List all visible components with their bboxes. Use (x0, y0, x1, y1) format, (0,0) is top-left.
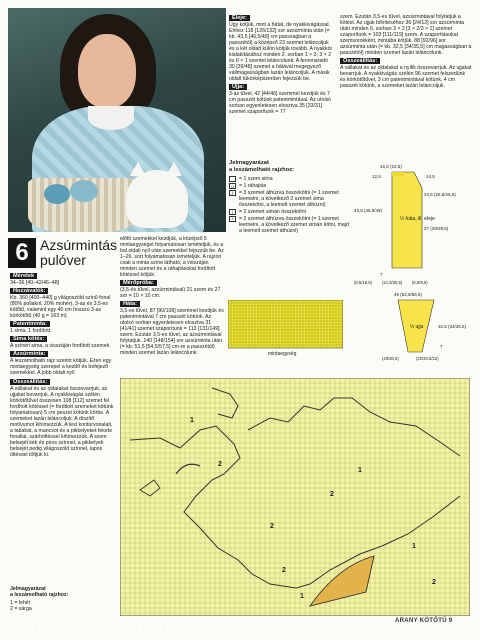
region-number: 2 (330, 491, 334, 498)
legend-row (229, 183, 349, 189)
body-piece-label: ½ háta, ill. eleje (400, 216, 435, 222)
pattern-legend-list (229, 176, 349, 235)
legend-symbol: / (229, 190, 236, 196)
sima-kotes-text: A színén sima, a visszáján fordított szemek. (10, 343, 111, 349)
dim-body-3: 14,5 (426, 174, 435, 179)
neck-shape (392, 172, 404, 176)
page-footer: ARANY KÖTŐTŰ 9 (395, 618, 453, 624)
dim-body-5: 43,5 (45,5/49) (354, 208, 383, 213)
left-text-column (10, 272, 116, 377)
region-number: 2 (270, 523, 274, 530)
region-number: 2 (218, 461, 222, 468)
far-right-text-column (340, 14, 472, 90)
dim-sleeve-3: 7 (440, 344, 443, 349)
cat-ear (130, 162, 146, 176)
dim-body-2: 12,5 (372, 174, 381, 179)
knitting-photo (8, 8, 226, 232)
dim-sleeve-1: 49 (52,5/56,5) (394, 292, 423, 297)
legend-row (229, 190, 349, 208)
label-hozzavalok: Hozzávalók: (10, 288, 48, 294)
label-patentminta: Patentminta: (10, 321, 50, 327)
eleje-text: Úgy kötjük, mint a hátat, de nyakkivágással. Ehhez 118 [126/132] sor azsúrminta után (= kb. 43,5 [46,5/49] cm passzagban a passzétól) a középső 23 szemet leláncoljuk és a két oldalt külön kötjük tovább. A nyakkör kialakításához minden 2. sorban 1 × 3, 3 × 2 és 6 × 1 szemet leláncolunk. A fennmaradó 30 [39/48] szemet a hátával megegyező vállmagasságban lazán leláncoljuk. A másik oldalt tükörképszerűen fejezzük be. (229, 22, 333, 82)
azsurminta-text: A leszámolható rajz szerint kötjük. Ezen egy mintaegység szerepel a kezdő és befejező szemekkel. A jobb oldali nyíl (10, 358, 112, 376)
garment-schematic (352, 160, 476, 370)
label-osszeallitas-top: Összeállítás: (340, 58, 380, 64)
legend-text: = 1 szem sima (239, 176, 273, 182)
region-number: 1 (300, 593, 304, 600)
pattern-legend-title (229, 160, 349, 174)
legend-symbol: ^ (229, 216, 236, 222)
dim-body-7: 7 (380, 272, 383, 277)
osszeallitas-top-text: A vállakat és az oldalakat a nyílik összevarrjuk. Az ujjakat bevarrjuk. A nyakkivágás szélén 96 szemet felszedünk és körkötőtűvel, 3 cm patentmintával kötünk. 4 cm passzét kötünk, a szemeket lazán leláncoljuk. (340, 65, 472, 89)
label-meretek: Méretek (10, 273, 37, 279)
yarn-ball (70, 180, 98, 202)
section-title-line2: pulóver (40, 252, 86, 268)
legend-text: = 3 szemet áthúzva összekötni (= 1 szemet leemelni, a következő 2 szemet sima összekötni, a leemelt szemet áthúzni) (239, 190, 339, 208)
dim-body-10: (6,5/9,5) (412, 280, 428, 285)
label-azsurminta: Azsúrminta: (10, 351, 48, 357)
hozzavalok-text: Kb. 360 [400–440] g világoszöld színű fonal (80% poliakril, 20% mohér), 3-as és 3,5-es kötőtű, valamint egy 40 cm hosszú 3-as körkötőtű (40 g = 163 m). (10, 295, 111, 319)
label-osszeallitas: Összeállítás: (10, 379, 50, 385)
motif-legend-item: 2 = sárga (10, 606, 32, 612)
legend-symbol: \ (229, 209, 236, 215)
merotproba-text: (3,5-ös tűvel, azsúrmintával) 21 szem és 27 sor = 10 × 10 cm. (120, 287, 221, 299)
patentminta-text: 1 sima, 1 fordított. (10, 328, 52, 334)
sleeve-piece-label: ½ ujja (410, 324, 424, 330)
dim-body-4: 24,5 (25,5/26,5) (424, 192, 456, 197)
region-number: 1 (358, 467, 362, 474)
osszeallitas-text: A vállakat és az oldalakat összevarrjuk, az ujjakat bevarrjuk. A nyakkivágás szélén körkötőtűvel összesen 108 [112] szemet fel fordított kötéssel (= forditott szemeket kötünk folyamatosan) 5 cm peszet kötünk körbe. A szemeket lazán leláncoljuk. A díszítő motívumot kihímezzük. A test kontúrvonalait, a tabakat, a mancsot és a pikkelyeket fekete fonallal, szárhöltéssel kihímezzük. A szem belsejét kék és piros színnel, a pikkelyek belsejét pedig világoszöld színnel, lapos öltéssel töltjük ki. (10, 386, 114, 458)
label-ujja: Ujja: (229, 84, 247, 90)
section-number: 6 (8, 238, 36, 268)
ujja-text: 3-as tűvel, 42 [44/46] szemmel kezdjük és 7 cm passzét kötünk patentmintával. Az utolsó sorban egyenletesen elosztva 35 [33/31] szemet szaporítunk = 77 (229, 91, 332, 115)
legend-row (229, 209, 349, 215)
region-number: 1 (190, 417, 194, 424)
dim-sleeve-4: (20/20,5) (382, 356, 399, 361)
yarn-ball (44, 184, 70, 204)
label-sima-kotes: Sima kötés: (10, 336, 47, 342)
middle-text-column (120, 236, 224, 357)
pattern-legend-title-line2: a leszámolható rajzhoz: (229, 167, 295, 173)
motif-legend-title1: Jelmagyarázat (10, 586, 46, 592)
dragon-motif-chart (120, 378, 470, 616)
right-text-column (229, 14, 335, 116)
dim-body-6: 27 (29/28,5) (424, 226, 449, 231)
legend-row (229, 216, 349, 234)
region-number: 2 (432, 579, 436, 586)
section-title (40, 238, 117, 268)
dim-sleeve-2: 32,5 (34/35,5) (438, 324, 467, 329)
region-number: 2 (282, 567, 286, 574)
collar-shape (88, 106, 134, 130)
hata-text: 3,5-es tűvel, 87 [90/108] szemmel kezdjük és patentmintával 7 cm passzét kötünk. Az utolsó sorban egyenletesen elosztva 31 [41/41] szemet szaporítunk = 113 [131/149] szem. Ezután 3,5-es tűvel, az azsúrmintával folytatjuk. 140 [148/154] sor azsúrminta után (= kb. 51,5 [54,5/57,5] cm-re a passzétól) minden szemet lazán leláncolunk. (120, 308, 224, 356)
legend-symbol: o (229, 183, 236, 189)
dim-sleeve-5: (20/20,5/22) (416, 356, 439, 361)
bottom-left-column (10, 378, 116, 459)
pattern-legend-title-line1: Jelmagyarázat (229, 160, 269, 166)
dim-body-1: 16,5 (22,5) (380, 164, 402, 169)
dim-body-8: (8,5/18,5) (354, 280, 372, 285)
mintaegyseg-label: mintaegység (268, 351, 297, 356)
region-number: 1 (412, 543, 416, 550)
motif-legend-item: 1 = lehér (10, 600, 31, 606)
lace-pattern-chart (228, 300, 343, 356)
section-title-line1: Azsúrmintás (40, 237, 118, 253)
legend-row (229, 176, 349, 182)
face-shape (78, 34, 136, 108)
cat-shape (126, 170, 188, 228)
legend-text: = 2 szemet simán összekötni (239, 209, 306, 215)
legend-symbol (229, 176, 236, 182)
cat-ear (166, 162, 182, 176)
legend-text: = 1 ráhajtás (239, 183, 267, 189)
label-hata: Háta: (120, 301, 140, 307)
ujja-cont-text: szem. Ezután 3,5-es tűvel, azsúrmintával folytatjuk a kötést. Az ujjak bővítéséhez 36 [24/12] sor azsúrminta után minden 6. sorban 3 × 2 [3 × 2/3 × 1] szemet szaporítunk = 103 [111/119] szem. A szaporításokat szemsorokként, mintába kötjük. 88 [92/96] sor azsúrminta után (= kb. 32,5 [34/35,5] cm magasságban a passzétól) minden szemet lazán leláncolunk. (340, 14, 472, 56)
motif-legend-title2: a leszámolható rajzhoz: (10, 592, 69, 598)
dim-body-9: (21,5/25,5) (382, 280, 403, 285)
watermark: Antikvarium.hu (12, 612, 187, 637)
meretek-text: 34–36 [40–42/46–48] (10, 280, 60, 286)
label-merotproba: Mérőpróba: (120, 280, 157, 286)
legend-text: = 2 szemet áthúzva összekötni (= 1 szemet leemelni, a következő szemet simán kötni, majd a leemelt szemet áthúzni) (239, 216, 349, 234)
motif-legend (10, 586, 116, 612)
label-eleje: Eleje: (229, 15, 250, 21)
azsurminta-cont-text: előtti szemekkel kezdjük, a középső 5 mintaegységet folyamatosan ismételjük, és a bal oldali nyíl után szemekkel fejezzük be. Az 1–26. sort folyamatosan ismételjük. A rajzon csak a minta színe látható, a visszáján minden szemet és a ráhajtásokat fordított kötéssel kötjük. (120, 236, 224, 278)
